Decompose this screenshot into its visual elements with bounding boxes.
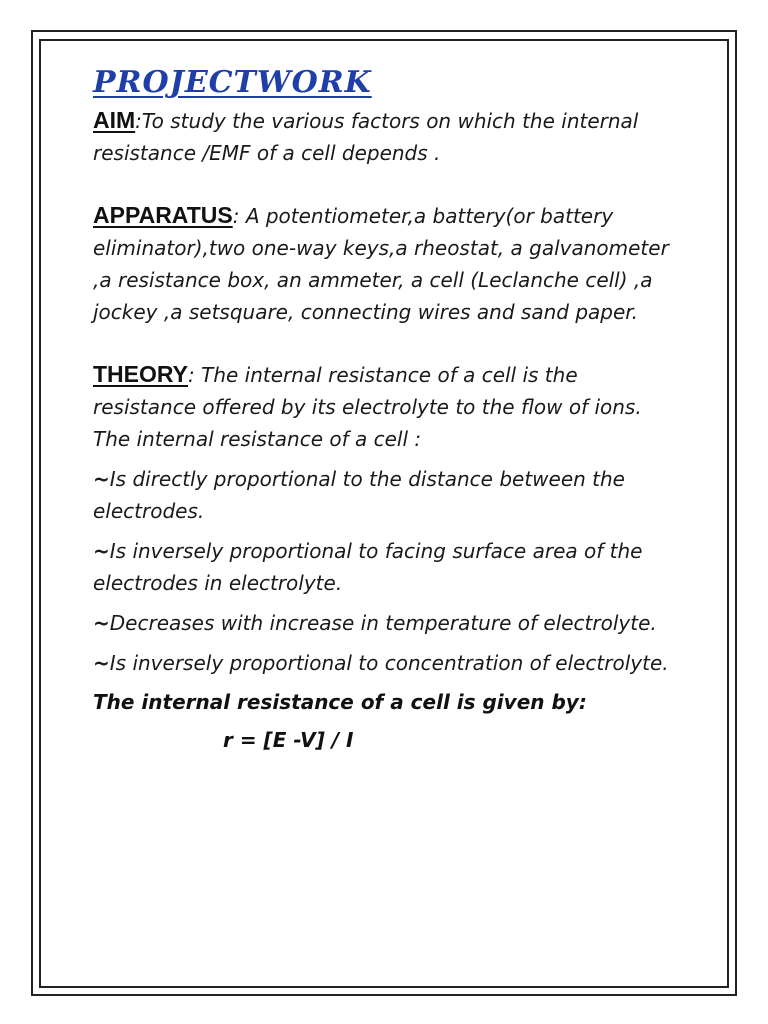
theory-point	[93, 463, 683, 527]
apparatus-text: : A potentiometer,a battery(or battery eliminator),two one-way keys,a rheostat, a galvanometer ,a resistance box, an ammeter, a cell (Leclanche cell) ,a jockey ,a setsquare, connecting wires and sand paper.	[93, 204, 669, 324]
theory-point-text: Is inversely proportional to facing surface area of the electrodes in electrolyte.	[93, 539, 643, 595]
apparatus-heading: APPARATUS	[93, 202, 233, 228]
aim-section	[93, 104, 683, 169]
theory-point-text: Is inversely proportional to concentration of electrolyte.	[109, 651, 669, 675]
theory-point	[93, 535, 683, 599]
tilde-marker: ~	[93, 539, 110, 563]
theory-point	[93, 647, 683, 679]
tilde-marker: ~	[93, 651, 110, 675]
apparatus-section	[93, 199, 683, 328]
aim-heading: AIM	[93, 107, 136, 133]
tilde-marker: ~	[93, 611, 110, 635]
page-title: PROJECTWORK	[93, 65, 372, 100]
theory-section	[93, 358, 683, 455]
theory-point-text: Is directly proportional to the distance between the electrodes.	[93, 467, 625, 523]
document-content	[93, 62, 683, 757]
tilde-marker: ~	[93, 467, 110, 491]
internal-resistance-formula: r = [E -V] / I	[223, 728, 354, 752]
formula-intro: The internal resistance of a cell is given by:	[93, 690, 587, 714]
theory-text: : The internal resistance of a cell is the resistance offered by its electrolyte to the flow of ions. The internal resistance of a cell :	[93, 363, 642, 451]
theory-point-text: Decreases with increase in temperature of electrolyte.	[109, 611, 657, 635]
theory-heading: THEORY	[93, 361, 188, 387]
theory-point	[93, 607, 683, 639]
aim-text: :To study the various factors on which the internal resistance /EMF of a cell depends .	[93, 109, 639, 165]
